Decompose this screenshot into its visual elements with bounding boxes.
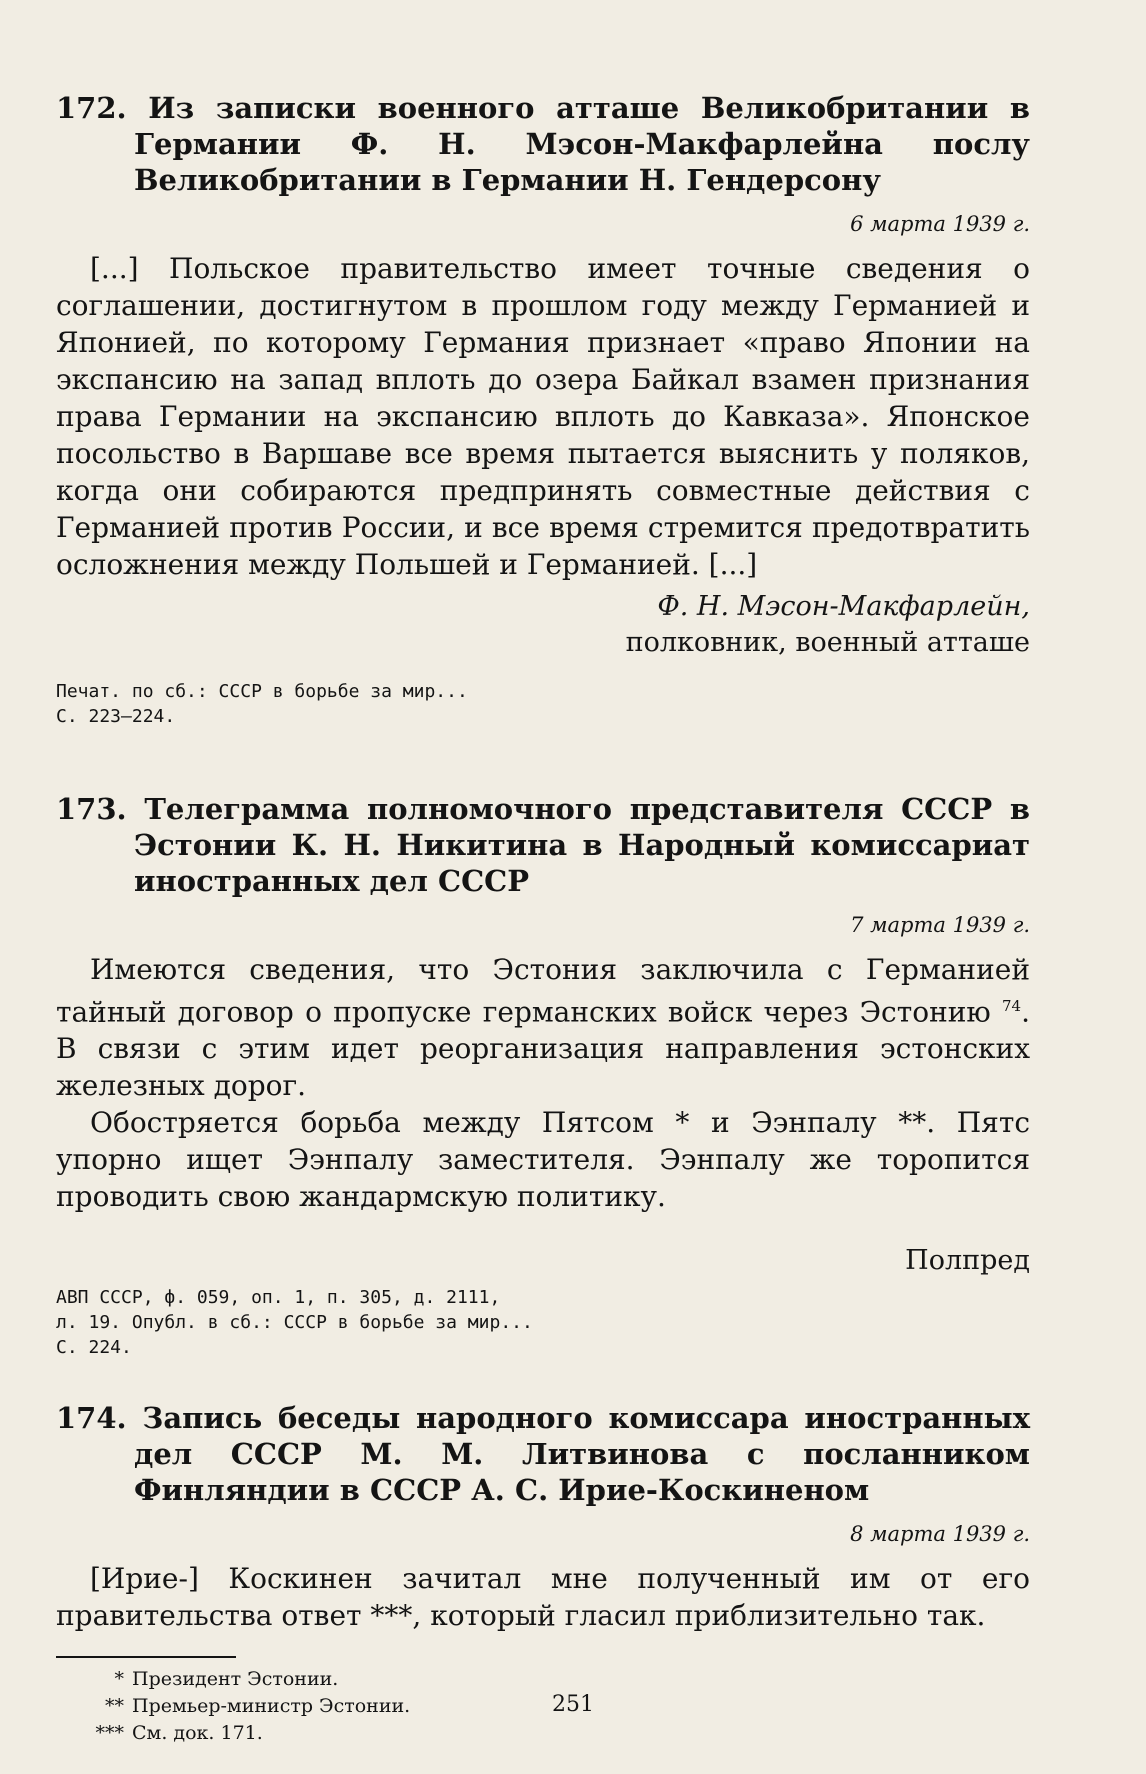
footnote — [56, 1720, 1030, 1747]
footnote-mark: *** — [95, 1722, 124, 1745]
doc-173-body-2: Обостряется борьба между Пятсом * и Ээнпалу **. Пятс упорно ищет Ээнпалу заместителя. Ээнпалу же торопится проводить свою жандармскую политику. — [56, 1106, 1030, 1214]
footnote-text: См. док. 171. — [132, 1722, 263, 1745]
footnote-text: Премьер-министр Эстонии. — [132, 1695, 411, 1718]
doc-172-source: Печат. по сб.: СССР в борьбе за мир... С. 223–224. — [56, 681, 468, 727]
document-174 — [56, 1400, 1030, 1634]
doc-174-date: 8 марта 1939 г. — [850, 1522, 1030, 1547]
doc-174-body: [Ирие-] Коскинен зачитал мне полученный им от его правительства ответ ***, который гласил приблизительно так. — [56, 1562, 1030, 1633]
doc-173-body-1 — [56, 951, 1030, 1104]
doc-172-date: 6 марта 1939 г. — [850, 212, 1030, 236]
signature-title: Полпред — [905, 1245, 1030, 1277]
footnote-mark: ** — [105, 1695, 124, 1718]
doc-174-heading: 174. Запись беседы народного комиссара иностранных дел СССР М. М. Литвинова с посланником Финляндии в СССР А. С. Ирие-Коскиненом — [56, 1401, 1030, 1508]
doc-173-date: 7 марта 1939 г. — [850, 913, 1030, 937]
doc-173-source: АВП СССР, ф. 059, оп. 1, п. 305, д. 2111, л. 19. Опубл. в сб.: СССР в борьбе за мир... С. 224. — [56, 1287, 533, 1359]
doc-173-heading: 173. Телеграмма полномочного представителя СССР в Эстонии К. Н. Никитина в Народный комиссариат иностранных дел СССР — [56, 792, 1030, 898]
footnote-mark: * — [114, 1668, 124, 1691]
footnote-text: Президент Эстонии. — [132, 1668, 339, 1691]
document-172 — [56, 90, 1030, 729]
doc-172-heading: 172. Из записки военного атташе Великобритании в Германии Ф. Н. Мэсон-Макфарлейна послу Великобритании в Германии Н. Гендерсону — [56, 91, 1030, 197]
doc-173-signature — [56, 1243, 1030, 1279]
endnote-ref: 74 — [1002, 997, 1022, 1015]
page-number: 251 — [552, 1692, 594, 1717]
document-173 — [56, 791, 1030, 1360]
signature-name: Ф. Н. Мэсон-Макфарлейн, — [657, 591, 1030, 622]
signature-title: полковник, военный атташе — [625, 627, 1030, 658]
body-text: Имеются сведения, что Эстония заключила с Германией тайный договор о пропуске германских войск через Эстонию — [56, 953, 1030, 1029]
footnote-divider — [56, 1656, 236, 1658]
doc-172-signature — [56, 589, 1030, 661]
doc-172-body: [...] Польское правительство имеет точные сведения о соглашении, достигнутом в прошлом году между Германией и Японией, по которому Германия признает «право Японии на экспансию на запад вплоть до озера Байкал взамен признания права Германии на экспансию вплоть до Кавказа». Японское посольство в Варшаве все время пытается выяснить у поляков, когда они собираются предпринять совместные действия с Германией против России, и все время стремится предотвратить осложнения между Польшей и Германией. [...] — [56, 252, 1030, 581]
body-text: . В связи с этим идет реорганизация направления эстонских железных дорог. — [56, 995, 1030, 1103]
document-page — [56, 90, 1030, 1747]
footnote — [56, 1666, 1030, 1693]
